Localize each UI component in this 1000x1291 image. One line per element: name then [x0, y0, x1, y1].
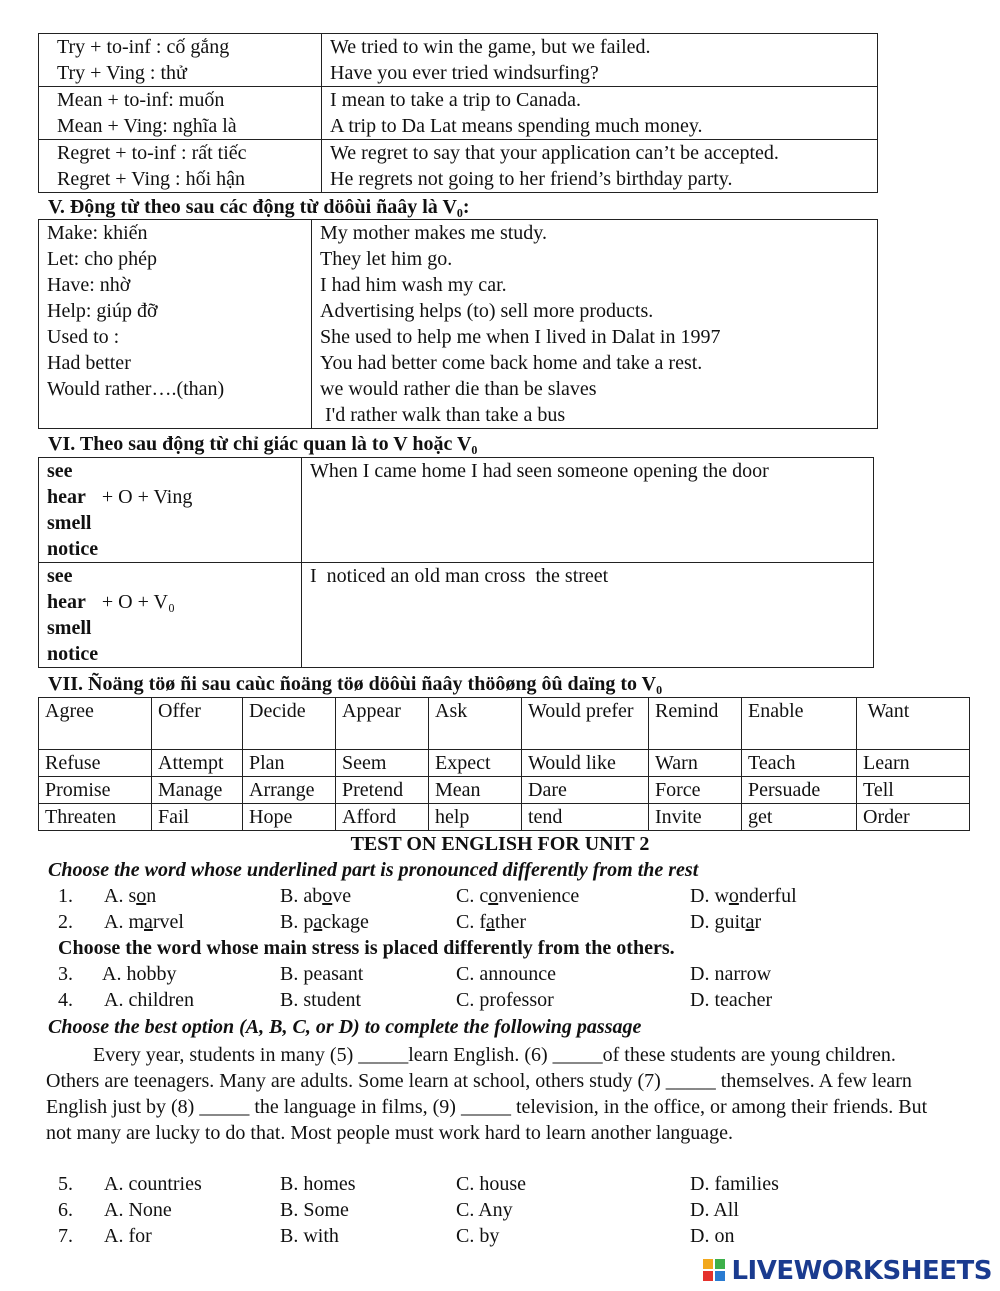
underlined-letter: a — [313, 911, 323, 933]
cell-text: Let: cho phép — [47, 248, 157, 270]
question-number: 6. — [58, 1199, 73, 1221]
question-row — [58, 989, 958, 1015]
option-text: ther — [494, 911, 526, 933]
question-number: 7. — [58, 1225, 73, 1247]
cell-text: see — [47, 565, 73, 587]
cell-text: Regret + Ving : hối hận — [57, 168, 246, 190]
table-row — [39, 34, 878, 87]
option-c: C. house — [456, 1173, 526, 1195]
question-row — [58, 1173, 958, 1199]
option-text: B. p — [280, 911, 314, 933]
question-number: 1. — [58, 885, 73, 907]
table-row — [39, 750, 970, 777]
table-cell — [322, 34, 878, 87]
cell-text: Had better — [47, 352, 131, 374]
cell-text-row — [47, 484, 293, 510]
question-number: 4. — [58, 989, 73, 1011]
logo-icon — [703, 1259, 727, 1283]
logo-text: LIVEWORKSHEETS — [731, 1256, 992, 1286]
option-text: r — [754, 911, 762, 933]
option-c: C. Any — [456, 1199, 513, 1221]
question-row — [58, 885, 958, 911]
option-b: B. Some — [280, 1199, 349, 1221]
question-row — [58, 911, 958, 937]
table-cell: Learn — [857, 750, 970, 777]
option-b — [280, 885, 351, 908]
option-d: D. teacher — [690, 989, 773, 1011]
option-text: n — [146, 885, 157, 907]
pattern-text: + O + Ving — [101, 486, 193, 508]
table-cell: Remind — [649, 698, 742, 750]
option-text: C. c — [456, 885, 489, 907]
option-a: A. countries — [104, 1173, 202, 1195]
underlined-letter: a — [745, 911, 755, 933]
table-cell — [322, 140, 878, 193]
table-cell: Warn — [649, 750, 742, 777]
table-row — [39, 777, 970, 804]
option-text: B. ab — [280, 885, 323, 907]
cell-text: I'd rather walk than take a bus — [320, 404, 566, 426]
table-cell: Would prefer — [522, 698, 649, 750]
table-row — [39, 87, 878, 140]
cell-text: A trip to Da Lat means spending much money. — [330, 115, 703, 137]
option-b — [280, 911, 369, 934]
cell-text: I had him wash my car. — [320, 274, 507, 296]
reading-passage: Every year, students in many (5) _____learn English. (6) _____of these students are young children. Others are teenagers. Many are adults. Some learn at school, others study (7) _____ themselves. A few learn English just by (8) _____ the language in films, (9) _____ television, in the office, or among their friends. But not many are lucky to do that. Most people must work hard to learn another language. — [46, 1044, 928, 1144]
option-text: nderful — [738, 885, 797, 907]
table-row — [39, 458, 874, 563]
cell-text: When I came home I had seen someone opening the door — [310, 460, 769, 482]
option-a: A. for — [104, 1225, 152, 1247]
question-number: 2. — [58, 911, 73, 933]
cell-text: Mean + Ving: nghĩa là — [57, 115, 237, 137]
option-b: B. homes — [280, 1173, 356, 1195]
cell-text: I mean to take a trip to Canada. — [330, 89, 582, 111]
instruction-passage: Choose the best option (A, B, C, or D) to complete the following passage — [48, 1016, 642, 1038]
option-a: A. None — [104, 1199, 172, 1221]
section-6-heading: VI. Theo sau động từ chỉ giác quan là to V hoặc V₀ — [48, 433, 478, 455]
table-cell: Appear — [336, 698, 429, 750]
table-cell — [39, 563, 302, 668]
table-cell: Manage — [152, 777, 243, 804]
table-cell: Threaten — [39, 804, 152, 831]
bare-infinitive-table — [38, 219, 878, 429]
table-cell — [39, 140, 322, 193]
table-cell: Mean — [429, 777, 522, 804]
option-d: D. on — [690, 1225, 735, 1247]
table-cell — [302, 458, 874, 563]
cell-text: Regret + to-inf : rất tiếc — [57, 142, 247, 164]
verb-meaning-table — [38, 33, 878, 193]
cell-text: smell — [47, 617, 92, 639]
section-7-heading: VII. Ñoäng töø ñi sau caùc ñoäng töø döôùi ñaây thöôøng ôû daïng to V₀ — [48, 673, 663, 695]
table-cell: Pretend — [336, 777, 429, 804]
cell-text: She used to help me when I lived in Dalat in 1997 — [320, 326, 721, 348]
instruction-stress: Choose the word whose main stress is placed differently from the others. — [58, 937, 675, 959]
table-cell: Fail — [152, 804, 243, 831]
table-cell: Attempt — [152, 750, 243, 777]
option-a — [104, 885, 156, 908]
table-cell: Expect — [429, 750, 522, 777]
option-b: B. with — [280, 1225, 339, 1247]
underlined-letter: o — [322, 885, 333, 907]
question-number: 5. — [58, 1173, 73, 1195]
table-row — [39, 698, 970, 750]
cell-text: see — [47, 460, 73, 482]
table-cell: Refuse — [39, 750, 152, 777]
section-5-heading: V. Động từ theo sau các động từ döôùi ñaây là V₀: — [48, 196, 470, 218]
option-d: D. families — [690, 1173, 779, 1195]
option-text: ve — [332, 885, 352, 907]
option-d — [690, 885, 797, 908]
table-cell — [302, 563, 874, 668]
table-cell — [39, 458, 302, 563]
cell-text: Try + to-inf : cố gắng — [57, 36, 230, 58]
table-cell: help — [429, 804, 522, 831]
option-d: D. All — [690, 1199, 739, 1221]
to-infinitive-verbs-table — [38, 697, 970, 831]
option-d — [690, 911, 761, 934]
table-cell: Agree — [39, 698, 152, 750]
cell-text: Mean + to-inf: muốn — [57, 89, 225, 111]
cell-text: Have you ever tried windsurfing? — [330, 62, 599, 84]
liveworksheets-logo[interactable] — [703, 1254, 992, 1288]
option-a: A. children — [104, 989, 194, 1011]
question-row — [58, 963, 958, 989]
cell-text: Try + Ving : thử — [57, 62, 187, 84]
table-row — [39, 804, 970, 831]
table-cell — [39, 220, 312, 429]
underlined-letter: o — [728, 885, 739, 907]
table-cell — [322, 87, 878, 140]
cell-text: They let him go. — [320, 248, 453, 270]
cell-text: Advertising helps (to) sell more products. — [320, 300, 654, 322]
table-cell: Force — [649, 777, 742, 804]
cell-text: He regrets not going to her friend’s birthday party. — [330, 168, 733, 190]
cell-text: Help: giúp đỡ — [47, 300, 158, 322]
cell-text-row — [47, 589, 293, 615]
option-c — [456, 911, 526, 934]
cell-text: notice — [47, 643, 99, 665]
underlined-letter: o — [136, 885, 147, 907]
option-d: D. narrow — [690, 963, 772, 985]
table-cell: Would like — [522, 750, 649, 777]
option-c: C. by — [456, 1225, 500, 1247]
option-text: rvel — [152, 911, 184, 933]
pattern-text: + O + V₀ — [101, 591, 175, 613]
option-text: nvenience — [498, 885, 580, 907]
cell-text: Used to : — [47, 326, 120, 348]
question-row — [58, 1199, 958, 1225]
cell-text: smell — [47, 512, 92, 534]
table-cell: Invite — [649, 804, 742, 831]
option-text: A. s — [104, 885, 137, 907]
cell-text: hear — [47, 486, 86, 508]
table-cell: Order — [857, 804, 970, 831]
table-cell: Decide — [243, 698, 336, 750]
cell-text: My mother makes me study. — [320, 222, 548, 244]
table-cell: Ask — [429, 698, 522, 750]
cell-text: Would rather….(than) — [47, 378, 225, 400]
option-a — [104, 911, 184, 934]
option-text: ckage — [322, 911, 369, 933]
cell-text: I noticed an old man cross the street — [310, 565, 609, 587]
table-cell — [39, 34, 322, 87]
table-cell: tend — [522, 804, 649, 831]
table-cell: Tell — [857, 777, 970, 804]
cell-text: We tried to win the game, but we failed. — [330, 36, 651, 58]
table-cell: Promise — [39, 777, 152, 804]
cell-text: we would rather die than be slaves — [320, 378, 597, 400]
option-text: D. guit — [690, 911, 746, 933]
option-text: D. w — [690, 885, 729, 907]
cell-text: We regret to say that your application can’t be accepted. — [330, 142, 779, 164]
underlined-letter: a — [486, 911, 495, 933]
underlined-letter: a — [144, 911, 153, 933]
table-cell: Enable — [742, 698, 857, 750]
table-row — [39, 563, 874, 668]
option-c: C. professor — [456, 989, 554, 1011]
sense-verbs-table — [38, 457, 874, 668]
instruction-pronunciation: Choose the word whose underlined part is pronounced differently from the rest — [48, 859, 699, 881]
cell-text: Make: khiến — [47, 222, 148, 244]
table-cell: Offer — [152, 698, 243, 750]
option-b: B. peasant — [280, 963, 364, 985]
question-number: 3. — [58, 963, 73, 985]
option-c: C. announce — [456, 963, 556, 985]
table-cell: Afford — [336, 804, 429, 831]
table-cell: Hope — [243, 804, 336, 831]
question-row — [58, 1225, 958, 1251]
table-cell: Seem — [336, 750, 429, 777]
table-cell: Want — [857, 698, 970, 750]
table-cell — [312, 220, 878, 429]
table-row — [39, 220, 878, 429]
table-cell: Dare — [522, 777, 649, 804]
option-text: A. m — [104, 911, 144, 933]
cell-text: notice — [47, 538, 99, 560]
table-cell: Teach — [742, 750, 857, 777]
cell-text: You had better come back home and take a rest. — [320, 352, 703, 374]
option-text: C. f — [456, 911, 486, 933]
table-row — [39, 140, 878, 193]
table-cell: Arrange — [243, 777, 336, 804]
underlined-letter: o — [488, 885, 499, 907]
table-cell: get — [742, 804, 857, 831]
cell-text: Have: nhờ — [47, 274, 131, 296]
table-cell: Persuade — [742, 777, 857, 804]
cell-text: hear — [47, 591, 86, 613]
table-cell: Plan — [243, 750, 336, 777]
table-cell — [39, 87, 322, 140]
test-title: TEST ON ENGLISH FOR UNIT 2 — [350, 833, 650, 855]
option-c — [456, 885, 579, 908]
option-a: A. hobby — [102, 963, 177, 985]
option-b: B. student — [280, 989, 362, 1011]
